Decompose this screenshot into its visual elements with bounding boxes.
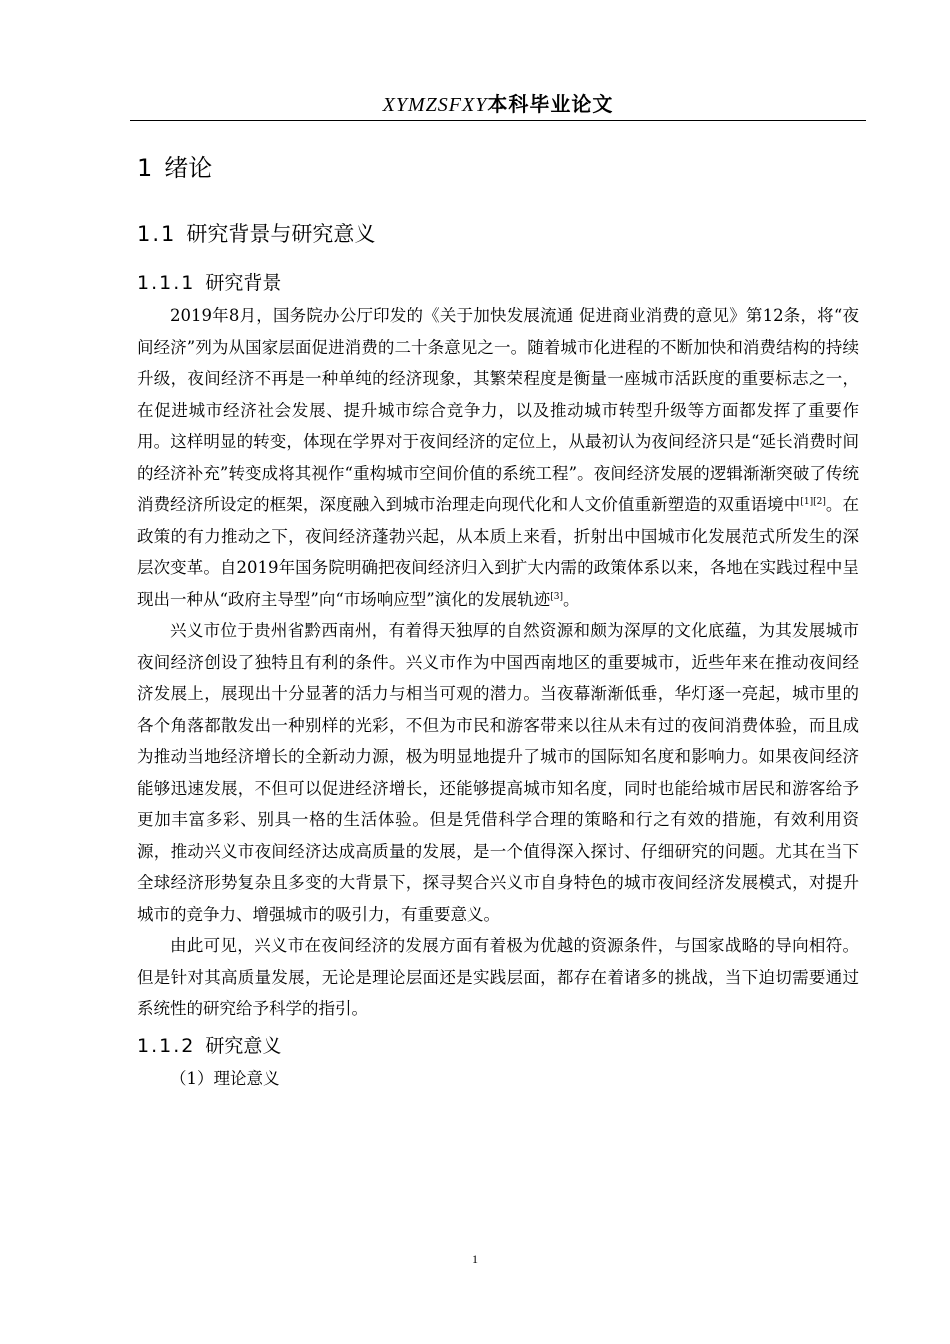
subsection-title: 研究意义 xyxy=(205,1034,282,1057)
running-header xyxy=(130,90,866,121)
chapter-number: 1 xyxy=(137,154,155,182)
paragraph-text: 。在政策的有力推动之下，夜间经济蓬勃兴起，从本质上来看，折射出中国城市化发展范式所发生的深层次变革。自2019年国务院明确把夜间经济归入到扩大内需的政策体系以来，各地在实践过程中呈现出一种从“政府主导型”向“市场响应型”演化的发展轨迹 xyxy=(137,495,860,609)
subsection-title: 研究背景 xyxy=(205,272,282,294)
citation-ref[interactable]: [1][2] xyxy=(800,497,826,507)
paragraph-policy-background xyxy=(137,300,859,615)
chapter-title: 绪论 xyxy=(164,154,213,182)
subsection-number: 1.1.1 xyxy=(137,272,196,294)
paragraph-text: 2019年8月，国务院办公厅印发的《关于加快发展流通 促进商业消费的意见》第12条，将“夜间经济”列为从国家层面促进消费的二十条意见之一。随着城市化进程的不断加快和消费结构的持续升级，夜间经济不再是一种单纯的经济现象，其繁荣程度是衡量一座城市活跃度的重要标志之一，在促进城市经济社会发展、提升城市综合竞争力，以及推动城市转型升级等方面都发挥了重要作用。这样明显的转变，体现在学界对于夜间经济的定位上，从最初认为夜间经济只是“延长消费时间的经济补充”转变成将其视作“重构城市空间价值的系统工程”。夜间经济发展的逻辑渐渐突破了传统消费经济所设定的框架，深度融入到城市治理走向现代化和人文价值重新塑造的双重语境中 xyxy=(137,306,859,514)
header-title xyxy=(383,90,614,119)
subsection-number: 1.1.2 xyxy=(137,1034,196,1057)
subsection-heading-significance xyxy=(137,1031,859,1061)
citation-ref[interactable]: [3] xyxy=(550,591,563,602)
paragraph-xingyi: 兴义市位于贵州省黔西南州，有着得天独厚的自然资源和颇为深厚的文化底蕴，为其发展城市夜间经济创设了独特且有利的条件。兴义市作为中国西南地区的重要城市，近些年来在推动夜间经济发展上，展现出十分显著的活力与相当可观的潜力。当夜幕渐渐低垂，华灯逐一亮起，城市里的各个角落都散发出一种别样的光彩，不但为市民和游客带来以往从未有过的夜间消费体验，而且成为推动当地经济增长的全新动力源，极为明显地提升了城市的国际知名度和影响力。如果夜间经济能够迅速发展，不但可以促进经济增长，还能够提高城市知名度，同时也能给城市居民和游客给予更加丰富多彩、别具一格的生活体验。但是凭借科学合理的策略和行之有效的措施，有效利用资源，推动兴义市夜间经济达成高质量的发展，是一个值得深入探讨、仔细研究的问题。尤其在当下全球经济形势复杂且多变的大背景下，探寻契合兴义市自身特色的城市夜间经济发展模式，对提升城市的竞争力、增强城市的吸引力，有重要意义。 xyxy=(137,621,859,924)
page-number: 1 xyxy=(472,1252,478,1266)
header-latin: XYMZSFXY xyxy=(382,94,488,116)
section-number: 1.1 xyxy=(137,222,177,246)
section-heading xyxy=(137,218,859,250)
paragraph-text: 。 xyxy=(563,589,580,609)
header-cn: 本科毕业论文 xyxy=(487,92,614,116)
paragraph-summary: 由此可见，兴义市在夜间经济的发展方面有着极为优越的资源条件，与国家战略的导向相符。但是针对其高质量发展，无论是理论层面还是实践层面，都存在着诸多的挑战，当下迫切需要通过系统性的研究给予科学的指引。 xyxy=(137,936,859,1018)
body-content xyxy=(137,150,859,1094)
section-title: 研究背景与研究意义 xyxy=(186,222,376,246)
subsection-heading-background xyxy=(137,268,859,298)
list-item-theory: （1）理论意义 xyxy=(170,1068,280,1088)
chapter-heading xyxy=(137,150,859,186)
